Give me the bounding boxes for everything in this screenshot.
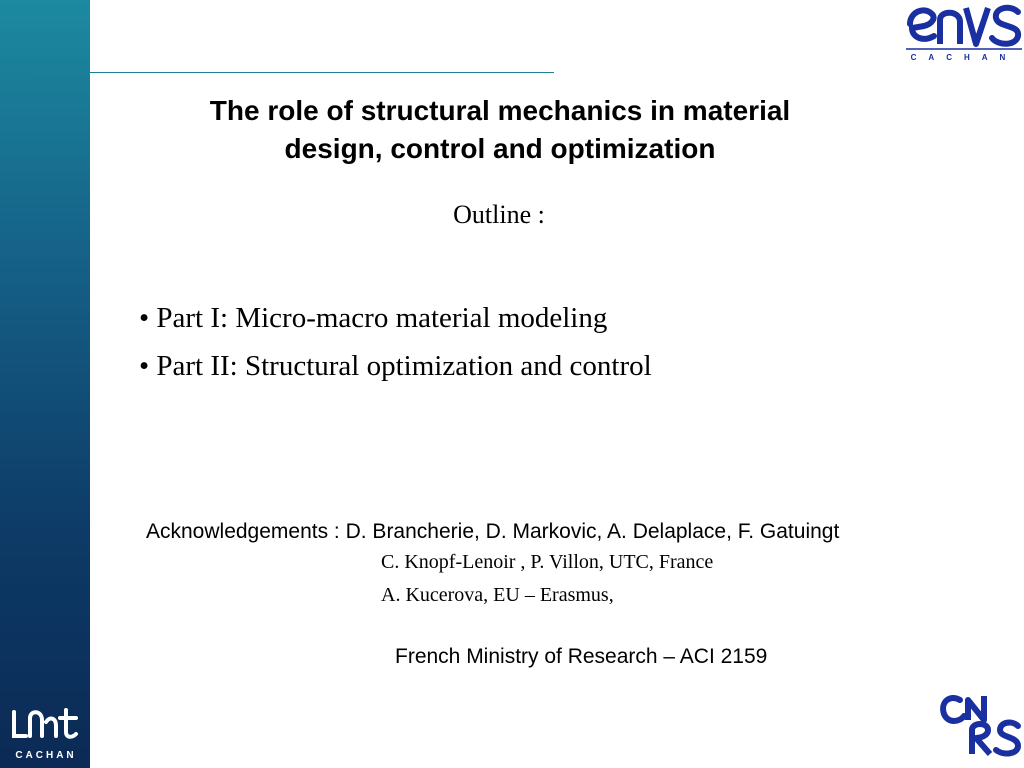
lmt-cachan-logo bbox=[8, 706, 84, 764]
outline-item-part-2: • Part II: Structural optimization and control bbox=[139, 350, 652, 382]
title-line-1: The role of structural mechanics in material bbox=[209, 95, 791, 126]
outline-item-part-1: • Part I: Micro-macro material modeling bbox=[139, 302, 608, 334]
ens-cachan-logo bbox=[902, 2, 1024, 62]
acknowledgements-line-2: C. Knopf-Lenoir , P. Villon, UTC, France bbox=[381, 551, 714, 573]
lmt-sub-label: CACHAN bbox=[15, 750, 77, 761]
page-title bbox=[120, 92, 880, 168]
header-divider bbox=[34, 72, 554, 73]
title-line-2: design, control and optimization bbox=[284, 133, 716, 164]
ens-sub-label: CACHAN bbox=[910, 53, 1018, 62]
outline-list bbox=[139, 300, 839, 396]
sidebar-band bbox=[0, 0, 90, 768]
acknowledgements-line-3: A. Kucerova, EU – Erasmus, bbox=[381, 584, 614, 606]
outline-heading: Outline : bbox=[453, 200, 545, 229]
cnrs-logo bbox=[938, 690, 1024, 762]
acknowledgements-line-1: Acknowledgements : D. Brancherie, D. Markovic, A. Delaplace, F. Gatuingt bbox=[146, 520, 840, 543]
funding-note: French Ministry of Research – ACI 2159 bbox=[395, 645, 768, 668]
